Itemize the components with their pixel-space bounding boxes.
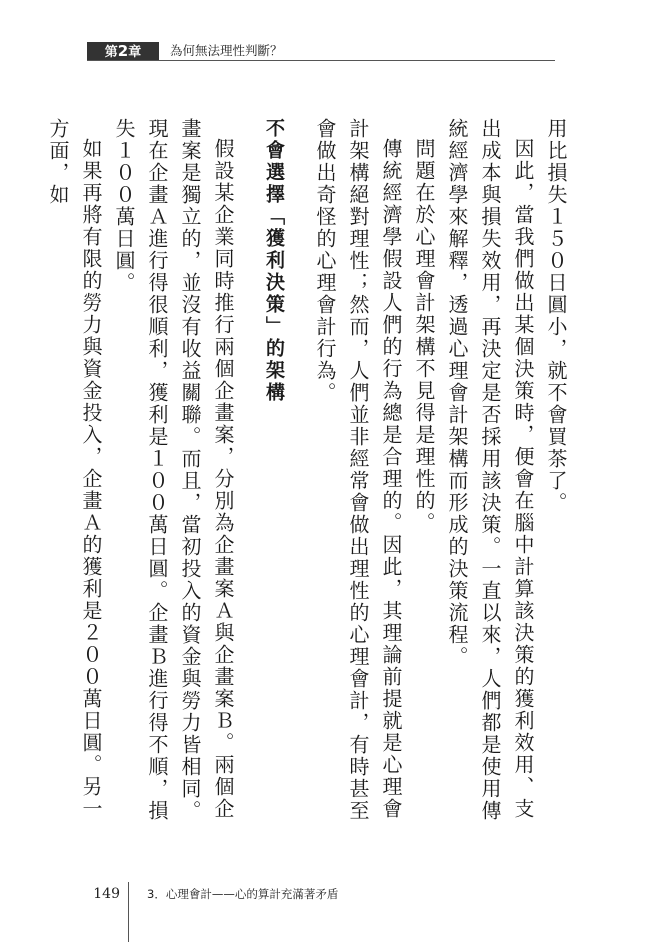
paragraph-3: 問題在於心理會計架構不見得是理性的。 (412, 138, 436, 534)
paragraph-4: 傳統經濟學假設人們的行為總是合理的。因此，其理論前提就是心理會計架構絕對理性；然而，人們並非經常會做出理性的心理會計，有時甚至會做出奇怪的心理會計行為。 (313, 118, 403, 822)
body-text (46, 118, 572, 830)
chapter-prefix: 第 (104, 45, 118, 60)
header-rule (87, 60, 555, 61)
paragraph-6: 如果再將有限的勞力與資金投入，企畫Ａ的獲利是２００萬日圓。另一方面，如 (46, 118, 103, 820)
paragraph-5: 假設某企業同時推行兩個企畫案，分別為企畫案Ａ與企畫案Ｂ。兩個企畫案是獨立的，並沒有收益關聯。而且，當初投入的資金與勞力皆相同。現在企畫Ａ進行得很順利，獲利是１００萬日圓。企畫Ｂ進行得不順，損失１００萬日圓。 (112, 118, 235, 822)
footer-divider (128, 882, 129, 942)
chapter-suffix: 章 (128, 45, 142, 60)
chapter-number: 2 (117, 42, 129, 60)
chapter-badge (87, 42, 159, 60)
paragraph-2: 因此，當我們做出某個決策時，便會在腦中計算該決策的獲利效用、支出成本與損失效用，再決定是否採用該決策。一直以來，人們都是使用傳統經濟學來解釋，透過心理會計架構而形成的決策流程。 (445, 118, 535, 822)
paragraph-1: 用比損失１５０日圓小，就不會買茶了。 (544, 118, 568, 514)
running-footer: 3．心理會計——心的算計充滿著矛盾 (147, 887, 339, 901)
page-number: 149 (93, 886, 120, 902)
section-heading: 不會選擇「獲利決策」的架構 (263, 118, 285, 404)
chapter-title: 為何無法理性判斷？ (170, 43, 283, 58)
